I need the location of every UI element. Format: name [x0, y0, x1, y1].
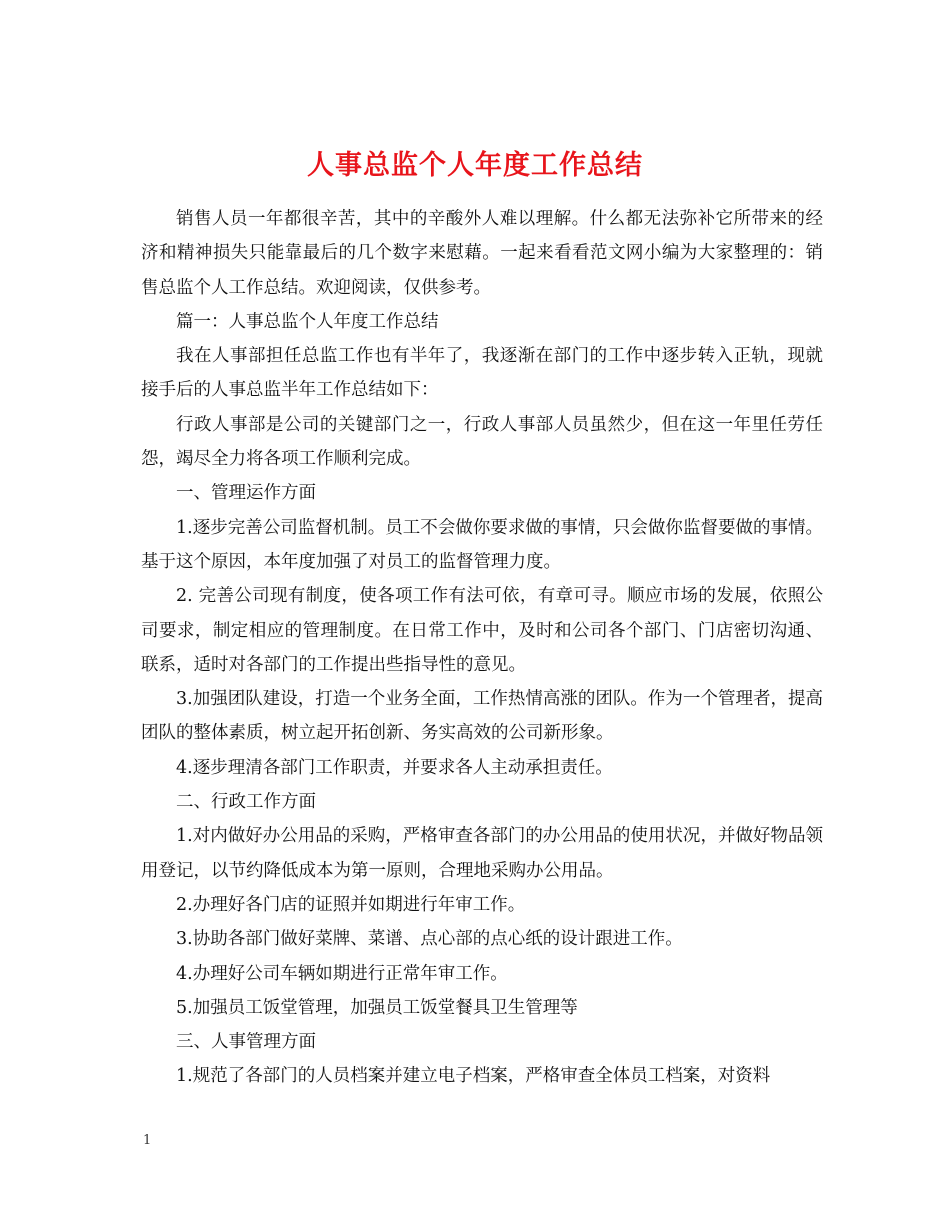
list-item: 3.加强团队建设，打造一个业务全面，工作热情高涨的团队。作为一个管理者，提高团队的整体素质，树立起开拓创新、务实高效的公司新形象。 — [141, 689, 823, 744]
list-item: 2. 完善公司现有制度，使各项工作有法可依，有章可寻。顺应市场的发展，依照公司要求，制定相应的管理制度。在日常工作中，及时和公司各个部门、门店密切沟通、联系，适时对各部门的工作提出些指导性的意见。 — [141, 586, 823, 675]
list-item: 4.逐步理清各部门工作职责，并要求各人主动承担责任。 — [176, 757, 613, 778]
list-item: 2.办理好各门店的证照并如期进行年审工作。 — [176, 894, 526, 915]
list-item: 1.规范了各部门的人员档案并建立电子档案，严格审查全体员工档案，对资料 — [176, 1066, 771, 1087]
section-heading: 二、行政工作方面 — [176, 792, 316, 813]
list-item: 1.对内做好办公用品的采购，严格审查各部门的办公用品的使用状况，并做好物品领用登记，以节约降低成本为第一原则，合理地采购办公用品。 — [141, 826, 823, 881]
section-heading: 一、管理运作方面 — [176, 483, 316, 504]
section-heading: 三、人事管理方面 — [176, 1032, 316, 1053]
paragraph: 行政人事部是公司的关键部门之一，行政人事部人员虽然少，但在这一年里任劳任怨，竭尽全力将各项工作顺利完成。 — [141, 414, 823, 470]
document-body — [141, 202, 823, 1094]
list-item: 3.协助各部门做好菜牌、菜谱、点心部的点心纸的设计跟进工作。 — [176, 929, 683, 950]
paragraph-intro: 销售人员一年都很辛苦，其中的辛酸外人难以理解。什么都无法弥补它所带来的经济和精神损失只能靠最后的几个数字来慰藉。一起来看看范文网小编为大家整理的：销售总监个人工作总结。欢迎阅读，仅供参考。 — [141, 209, 823, 298]
list-item: 4.办理好公司车辆如期进行正常年审工作。 — [176, 963, 508, 984]
paragraph: 我在人事部担任总监工作也有半年了，我逐渐在部门的工作中逐步转入正轨，现就接手后的人事总监半年工作总结如下： — [141, 346, 823, 401]
list-item: 1.逐步完善公司监督机制。员工不会做你要求做的事情，只会做你监督要做的事情。基于这个原因，本年度加强了对员工的监督管理力度。 — [141, 517, 823, 572]
page-number: 1 — [143, 1133, 152, 1148]
paragraph-section-heading: 篇一：人事总监个人年度工作总结 — [176, 311, 439, 332]
list-item: 5.加强员工饭堂管理，加强员工饭堂餐具卫生管理等 — [176, 997, 578, 1018]
document-title: 人事总监个人年度工作总结 — [307, 150, 643, 182]
